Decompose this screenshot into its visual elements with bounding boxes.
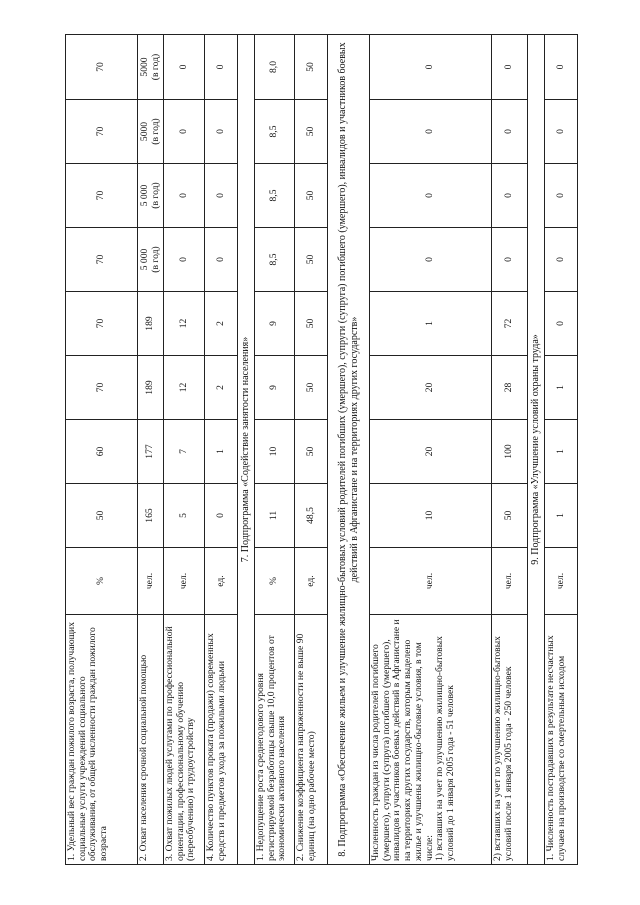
subprogram-heading-row [328,35,370,865]
value-cell: 5000 (в год) [138,35,164,100]
value-cell: 5000 (в год) [138,100,164,164]
indicators-table [65,34,578,865]
value-cell: 1 [205,420,238,484]
table-row [295,35,328,865]
value-cell: 2 [205,292,238,356]
value-cell: 50 [492,484,528,548]
table-row [205,35,238,865]
value-cell: 50 [66,484,138,548]
value-cell: 2 [205,356,238,420]
value-cell: 50 [295,164,328,228]
value-cell: 5 [164,484,205,548]
value-cell: 0 [370,164,492,228]
value-cell: 70 [66,292,138,356]
value-cell: 50 [295,35,328,100]
table-row [66,35,138,865]
value-cell: 7 [164,420,205,484]
value-cell: 0 [545,292,578,356]
value-cell: 70 [66,100,138,164]
table-row [370,35,492,865]
value-cell: 0 [370,228,492,292]
value-cell: 12 [164,356,205,420]
value-cell: 1 [545,356,578,420]
value-cell: 12 [164,292,205,356]
value-cell: 0 [205,164,238,228]
unit-cell: % [66,548,138,615]
indicator-name-cell: 2. Снижение коэффициента напряженности не выше 90 единиц (на одно рабочее место) [295,615,328,865]
value-cell: 60 [66,420,138,484]
value-cell: 0 [205,35,238,100]
value-cell: 50 [295,292,328,356]
value-cell: 0 [205,484,238,548]
unit-cell: чел. [370,548,492,615]
table-row [492,35,528,865]
value-cell: 72 [492,292,528,356]
value-cell: 70 [66,35,138,100]
value-cell: 0 [492,228,528,292]
subprogram-heading: 7. Подпрограмма «Содействие занятости населения» [238,35,255,865]
indicator-name-cell: Численность граждан из числа родителей погибшего (умершего), супруги (супруга) погибшего (умершего), инвалидов и участников боевых действий в Афганистане и на территориях других государств, которым выделено жилье и улучшены жилищно-бытовые условия, в том числе: 1) вставших на учет по улучшению жилищно-бытовых условий до 1 января 2005 года - 51 человек [370,615,492,865]
unit-cell: чел. [164,548,205,615]
indicator-name-cell: 3. Охват пожилых людей услугами по профессиональной ориентации, профессиональному обучению (переобучению) и трудоустройству [164,615,205,865]
value-cell: 70 [66,164,138,228]
value-cell: 0 [545,100,578,164]
unit-cell: % [255,548,295,615]
value-cell: 28 [492,356,528,420]
table-row [255,35,295,865]
subprogram-heading: 8. Подпрограмма «Обеспечение жильем и улучшение жилищно-бытовых условий родителей погибших (умершего), супруги (супруга) погибшего (умершего), инвалидов и участников боевых действий в Афганистане и на территориях других государств» [328,35,370,865]
value-cell: 9 [255,292,295,356]
value-cell: 10 [255,420,295,484]
subprogram-heading: 9. Подпрограмма «Улучшение условий охраны труда» [528,35,545,865]
table-row [545,35,578,865]
rotated-table-frame [65,35,577,865]
indicator-name-cell: 2) вставших на учет по улучшению жилищно-бытовых условий после 1 января 2005 года - 250 человек [492,615,528,865]
value-cell: 8,5 [255,164,295,228]
value-cell: 20 [370,420,492,484]
value-cell: 100 [492,420,528,484]
value-cell: 1 [545,484,578,548]
value-cell: 70 [66,228,138,292]
value-cell: 48,5 [295,484,328,548]
value-cell: 50 [295,356,328,420]
value-cell: 177 [138,420,164,484]
value-cell: 0 [164,100,205,164]
value-cell: 189 [138,292,164,356]
value-cell: 50 [295,420,328,484]
value-cell: 5 000 (в год) [138,228,164,292]
indicator-name-cell: 2. Охват населения срочной социальной помощью [138,615,164,865]
value-cell: 0 [545,35,578,100]
value-cell: 1 [370,292,492,356]
value-cell: 165 [138,484,164,548]
value-cell: 0 [545,164,578,228]
value-cell: 0 [370,35,492,100]
unit-cell: чел. [545,548,578,615]
value-cell: 0 [164,228,205,292]
unit-cell: чел. [138,548,164,615]
value-cell: 8,0 [255,35,295,100]
value-cell: 189 [138,356,164,420]
value-cell: 70 [66,356,138,420]
unit-cell: чел. [492,548,528,615]
value-cell: 5 000 (в год) [138,164,164,228]
value-cell: 0 [545,228,578,292]
indicator-name-cell: 4. Количество пунктов проката (продажи) современных средств и предметов ухода за пожилыми людьми [205,615,238,865]
subprogram-heading-row [238,35,255,865]
value-cell: 0 [492,35,528,100]
unit-cell: ед. [295,548,328,615]
value-cell: 8,5 [255,100,295,164]
value-cell: 50 [295,100,328,164]
value-cell: 0 [205,100,238,164]
value-cell: 0 [164,35,205,100]
value-cell: 0 [492,164,528,228]
value-cell: 0 [205,228,238,292]
table-row [164,35,205,865]
value-cell: 0 [164,164,205,228]
value-cell: 1 [545,420,578,484]
value-cell: 20 [370,356,492,420]
table-body [66,35,578,865]
indicator-name-cell: 1. Удельный вес граждан пожилого возраста, получающих социальные услуги учреждений социального обслуживания, от общей численности граждан пожилого возраста [66,615,138,865]
indicator-name-cell: 1. Недопущение роста среднегодового уровня регистрируемой безработицы свыше 10,0 процентов от экономически активного населения [255,615,295,865]
value-cell: 0 [370,100,492,164]
unit-cell: ед. [205,548,238,615]
value-cell: 0 [492,100,528,164]
subprogram-heading-row [528,35,545,865]
indicator-name-cell: 1. Численность пострадавших в результате несчастных случаев на производстве со смертельным исходом [545,615,578,865]
value-cell: 50 [295,228,328,292]
value-cell: 8,5 [255,228,295,292]
value-cell: 11 [255,484,295,548]
value-cell: 9 [255,356,295,420]
table-row [138,35,164,865]
value-cell: 10 [370,484,492,548]
